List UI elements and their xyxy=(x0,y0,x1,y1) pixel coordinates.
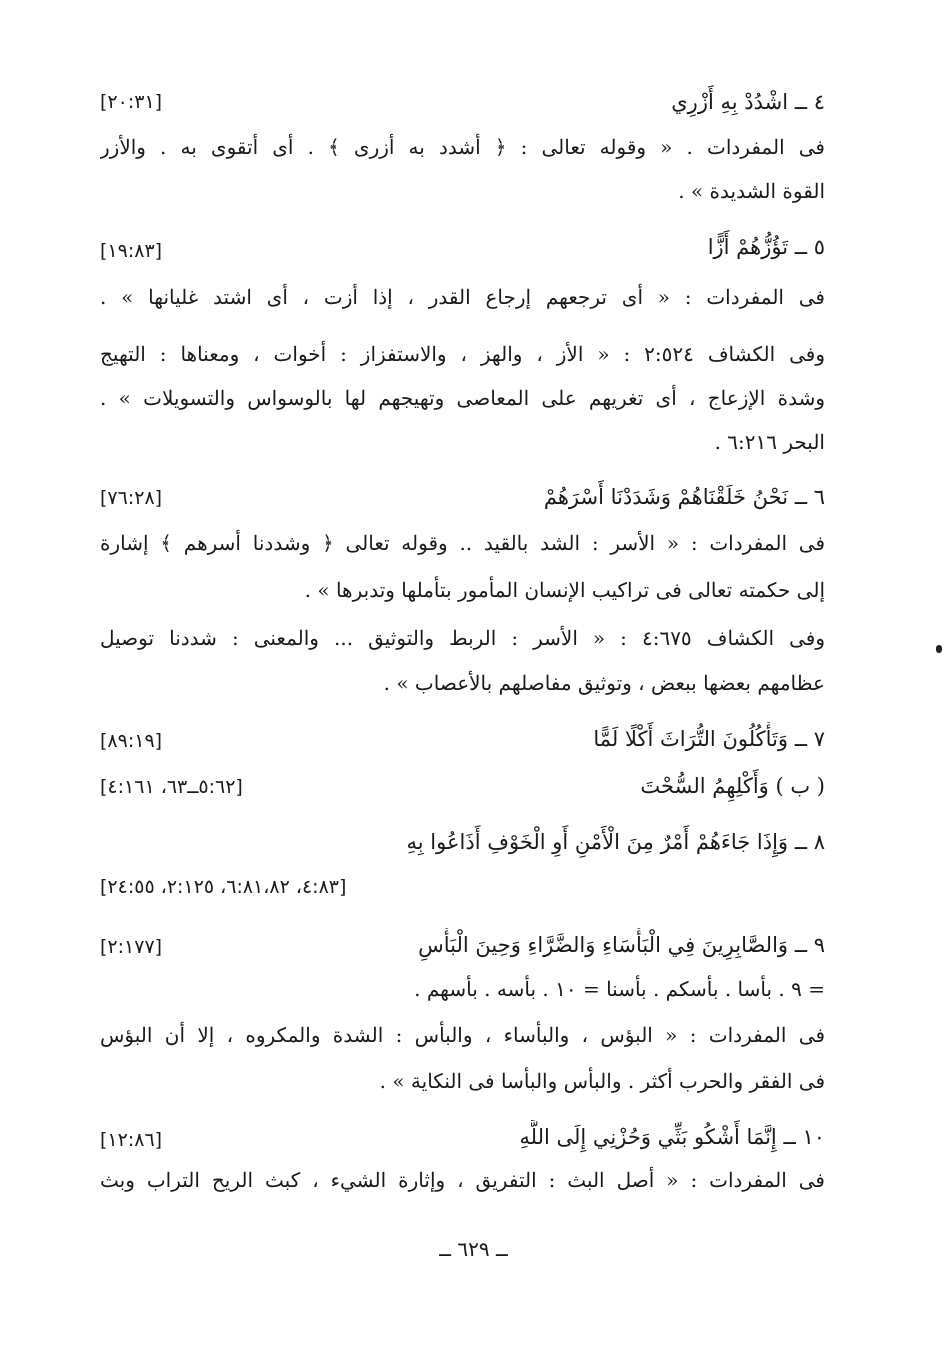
verse-reference: [٥:٦٢ــ٦٣، ٤:١٦١] xyxy=(100,776,243,798)
text-line: وفى الكشاف ٤:٦٧٥ : « الأسر : الربط والتوثيق ... والمعنى : شددنا توصيل xyxy=(100,626,825,650)
text-line: = ٩ . بأسا . بأسكم . بأسنا = ١٠ . بأسه . بأسهم . xyxy=(414,977,825,1001)
text-line: فى المفردات : « أصل البث : التفريق ، وإثارة الشيء ، كبث الريح التراب وبث xyxy=(100,1168,825,1192)
page-number: ــ ٦٢٩ ــ xyxy=(439,1237,508,1261)
entry-heading: ٨ ــ وَإِذَا جَاءَهُمْ أَمْرٌ مِنَ الْأَمْنِ أَوِ الْخَوْفِ أَذَاعُوا بِهِ xyxy=(406,830,825,854)
scan-mark xyxy=(936,645,942,653)
text-line: وفى الكشاف ٢:٥٢٤ : « الأز ، والهز ، والاستفزاز : أخوات ، ومعناها : التهيج xyxy=(100,342,825,366)
text-line: عظامهم بعضها ببعض ، وتوثيق مفاصلهم بالأعصاب » . xyxy=(383,671,825,695)
text-line: فى المفردات : « أى ترجعهم إرجاع القدر ، إذا أزت ، أى اشتد غليانها » . xyxy=(100,285,825,309)
entry-heading: ٦ ــ نَحْنُ خَلَقْنَاهُمْ وَشَدَدْنَا أَسْرَهُمْ xyxy=(543,485,825,509)
text-line: فى المفردات . « وقوله تعالى : ﴿ أشدد به أزرى ﴾ . أى أتقوى به . والأزر xyxy=(100,135,825,159)
verse-reference: [١٩:٨٣] xyxy=(100,240,163,262)
text-line: إلى حكمته تعالى فى تراكيب الإنسان المأمور بتأملها وتدبرها » . xyxy=(304,578,825,602)
text-line: البحر ٦:٢١٦ . xyxy=(714,430,825,454)
entry-subheading: ( ب ) وَأَكْلِهِمُ السُّحْتَ xyxy=(640,774,825,798)
verse-reference: [٨٩:١٩] xyxy=(100,730,163,752)
entry-heading: ١٠ ــ إِنَّمَا أَشْكُو بَثِّي وَحُزْنِي إِلَى اللَّهِ xyxy=(519,1125,825,1149)
entry-heading: ٥ ــ تَؤُزُّهُمْ أَزًّا xyxy=(707,235,825,259)
entry-heading: ٩ ــ وَالصَّابِرِينَ فِي الْبَأْسَاءِ وَالضَّرَّاءِ وَحِينَ الْبَأْسِ xyxy=(418,933,825,957)
text-line: فى الفقر والحرب أكثر . والبأس والبأسا فى النكاية » . xyxy=(379,1069,825,1093)
verse-reference: [١٢:٨٦] xyxy=(100,1129,163,1151)
verse-reference: [٧٦:٢٨] xyxy=(100,487,163,509)
text-line: القوة الشديدة » . xyxy=(678,179,825,203)
text-line: وشدة الإزعاج ، أى تغريهم على المعاصى وتهيجهم لها بالوسواس والتسويلات » . xyxy=(100,386,825,410)
verse-reference: [٤:٨٣، ٦:٨١،٨٢، ٢:١٢٥، ٢٤:٥٥] xyxy=(100,876,347,898)
verse-reference: [٢٠:٣١] xyxy=(100,91,163,113)
text-line: فى المفردات : « البؤس ، والبأساء ، والبأس : الشدة والمكروه ، إلا أن البؤس xyxy=(100,1023,825,1047)
entry-heading: ٧ ــ وَتَأْكُلُونَ التُّرَاثَ أَكْلًا لَمًّا xyxy=(593,727,825,751)
text-line: فى المفردات : « الأسر : الشد بالقيد .. وقوله تعالى ﴿ وشددنا أسرهم ﴾ إشارة xyxy=(100,531,825,555)
entry-heading: ٤ ــ اشْدُدْ بِهِ أَزْرِي xyxy=(671,90,825,114)
verse-reference: [٢:١٧٧] xyxy=(100,936,163,958)
